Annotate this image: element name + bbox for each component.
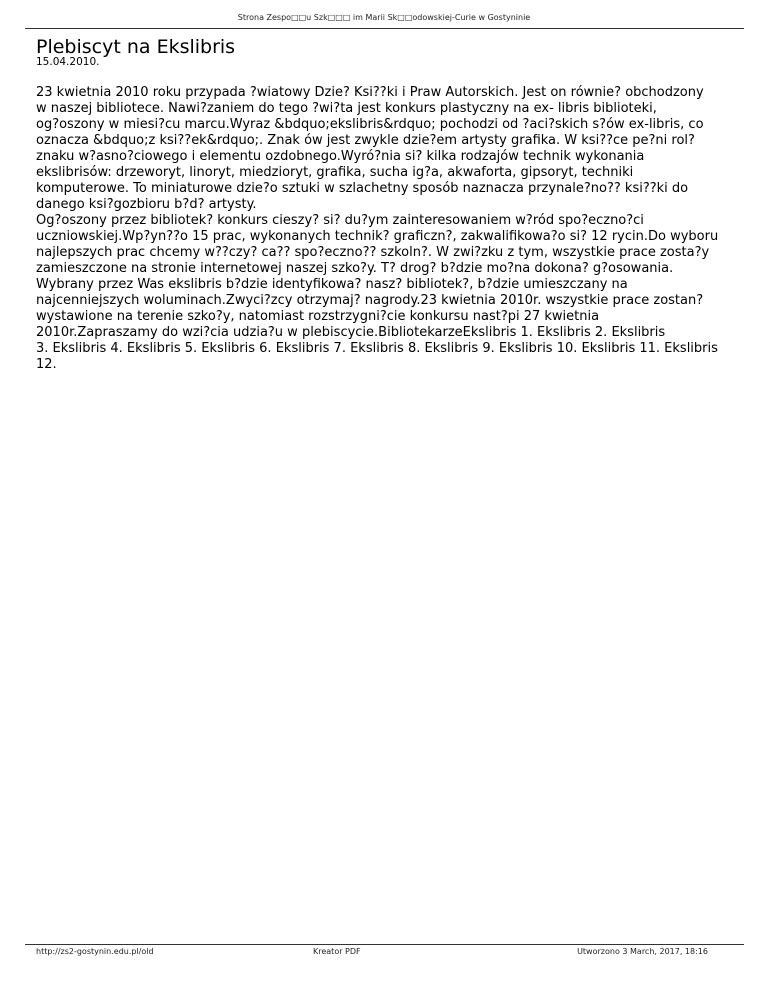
body-line: najcenniejszych woluminach.Zwyci?zcy otrzymaj? nagrody.23 kwietnia 2010r. wszystkie prace zostan? (36, 293, 704, 308)
page-footer (36, 947, 708, 959)
body-line: danego ksi?gozbioru b?d? artysty. (36, 197, 257, 212)
footer-url: http://zs2-gostynin.edu.pl/old (36, 947, 154, 956)
body-line: Og?oszony przez bibliotek? konkurs cieszy? si? du?ym zainteresowaniem w?ród spo?eczno?ci (36, 213, 644, 228)
header-divider (25, 28, 744, 29)
body-line: oznacza &bdquo;z ksi??ek&rdquo;. Znak ów jest zwykle dzie?em artysty grafika. W ksi??ce pe?ni rol? (36, 133, 695, 148)
article-title: Plebiscyt na Ekslibris (36, 36, 236, 58)
page-header: Strona Zespo□□u Szk□□□ im Marii Sk□□odowskiej-Curie w Gostyninie (237, 13, 531, 22)
body-line: w naszej bibliotece. Nawi?zaniem do tego ?wi?ta jest konkurs plastyczny na ex- libris biblioteki, (36, 101, 657, 116)
body-line: 23 kwietnia 2010 roku przypada ?wiatowy Dzie? Ksi??ki i Praw Autorskich. Jest on równie? obchodzony (36, 85, 704, 100)
body-line: og?oszony w miesi?cu marcu.Wyraz &bdquo;ekslibris&rdquo; pochodzi od ?aci?skich s?ów ex-libris, co (36, 117, 704, 132)
body-line: najlepszych prac chcemy w??czy? ca?? spo?eczno?? szkoln?. W zwi?zku z tym, wszystkie prace zosta?y (36, 245, 710, 260)
body-line: 12. (36, 357, 57, 372)
body-line: wystawione na terenie szko?y, natomiast rozstrzygni?cie konkursu nast?pi 27 kwietnia (36, 309, 600, 324)
body-line: zamieszczone na stronie internetowej naszej szko?y. T? drog? b?dzie mo?na dokona? g?osowania. (36, 261, 674, 276)
body-line: ekslibrisów: drzeworyt, linoryt, miedzioryt, grafika, sucha ig?a, akwaforta, gipsoryt, techniki (36, 165, 634, 180)
footer-created-date: Utworzono 3 March, 2017, 18:16 (577, 947, 708, 956)
body-line: 3. Ekslibris 4. Ekslibris 5. Ekslibris 6. Ekslibris 7. Ekslibris 8. Ekslibris 9. Ekslibris 10. Ekslibris 11. Ekslibris (36, 341, 718, 356)
footer-generator: Kreator PDF (313, 947, 361, 956)
article-date: 15.04.2010. (36, 56, 100, 68)
body-line: Wybrany przez Was ekslibris b?dzie identyfikowa? nasz? bibliotek?, b?dzie umieszczany na (36, 277, 628, 292)
body-line: znaku w?asno?ciowego i elementu ozdobnego.Wyró?nia si? kilka rodzajów technik wykonania (36, 149, 645, 164)
body-line: 2010r.Zapraszamy do wzi?cia udzia?u w plebiscycie.BibliotekarzeEkslibris 1. Ekslibris 2. Ekslibris (36, 325, 666, 340)
footer-divider (25, 944, 744, 945)
body-line: komputerowe. To miniaturowe dzie?o sztuki w szlachetny sposób naznacza przynale?no?? ksi??ki do (36, 181, 689, 196)
article-body (36, 85, 736, 373)
body-line: uczniowskiej.Wp?yn??o 15 prac, wykonanych technik? graficzn?, zakwalifikowa?o si? 12 rycin.Do wyboru (36, 229, 719, 244)
